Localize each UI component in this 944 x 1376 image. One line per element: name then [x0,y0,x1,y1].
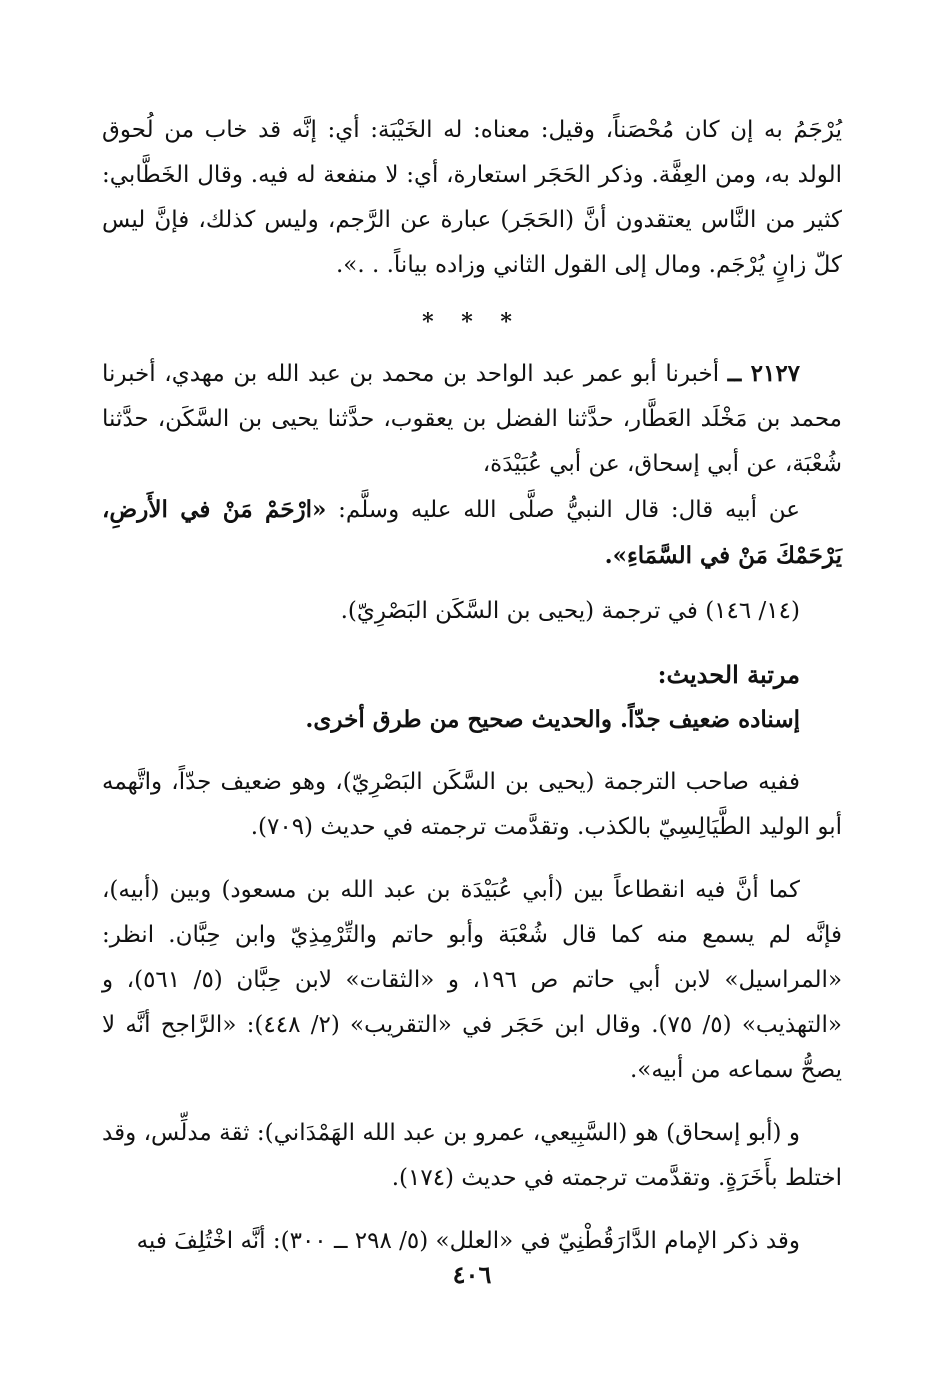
matn-intro: عن أبيه قال: قال النبيُّ صلَّى الله عليه وسلَّم: [338,497,800,523]
hadith-matn [102,487,842,579]
page-number: ٤٠٦ [452,1260,492,1289]
isnad-text: أخبرنا أبو عمر عبد الواحد بن محمد بن عبد الله بن مهدي، أخبرنا محمد بن مَخْلَد العَطَّار، حدَّثنا الفضل بن يعقوب، حدَّثنا يحيى بن السَّكَن، حدَّثنا شُعْبَة، عن أبي إسحاق، عن أبي عُبَيْدَة، [102,361,842,477]
hadith-grade: إسناده ضعيف جدّاً. والحديث صحيح من طرق أخرى. [305,706,800,733]
commentary-paragraph: يُرْجَمُ به إن كان مُحْصَناً، وقيل: معناه: له الخَيْبَة: أي: إنَّه قد خاب من لُحوق الولد به، ومن العِفَّة. وذكر الحَجَر استعارة، أي: لا منفعة له فيه. وقال الخَطَّابي: كثير من النَّاس يعتقدون أنَّ (الحَجَر) عبارة عن الرَّجم، وليس كذلك، فإنَّ ليس كلّ زانٍ يُرْجَم. ومال إلى القول الثاني وزاده بياناً. . .». [102,117,842,278]
section-separator: * * * [422,309,522,335]
hadith-number: ٢١٢٧ ــ [727,360,801,387]
page-body [102,108,842,1264]
matn-text: «ارْحَمْ مَنْ في الأَرضِ، يَرْحَمْكَ مَنْ في السَّمَاءِ». [102,496,842,569]
hadith-reference: (١٤/ ١٤٦) في ترجمة (يحيى بن السَّكَن البَصْرِيّ). [340,598,800,624]
explanation-paragraph: وقد ذكر الإمام الدَّارَقُطْنِيّ في «العلل» (٥/ ٢٩٨ ــ ٣٠٠): أنَّه اخْتُلِفَ فيه [136,1228,800,1254]
hadith-isnad [102,351,842,487]
explanation-paragraph: و (أبو إسحاق) هو (السَّبِيعي، عمرو بن عبد الله الهَمْدَاني): ثقة مدلِّس، وقد اختلط بأَخَرَةٍ. وتقدَّمت ترجمته في حديث (١٧٤). [102,1120,842,1191]
explanation-paragraph: كما أنَّ فيه انقطاعاً بين (أبي عُبَيْدَة بن عبد الله بن مسعود) وبين (أبيه)، فإنَّه لم يسمع منه كما قال شُعْبَة وأبو حاتم والتِّرْمِذِيّ وابن حِبَّان. انظر: «المراسيل» لابن أبي حاتم ص ١٩٦، و «الثقات» لابن حِبَّان (٥/ ٥٦١)، و «التهذيب» (٥/ ٧٥). وقال ابن حَجَر في «التقريب» (٢/ ٤٤٨): «الرَّاجح أنَّه لا يصحُّ سماعه من أبيه». [102,877,843,1083]
explanation-paragraph: ففيه صاحب الترجمة (يحيى بن السَّكَن البَصْرِيّ)، وهو ضعيف جدّاً، واتَّهمه أبو الوليد الطَّيَالِسِيّ بالكذب. وتقدَّمت ترجمته في حديث (٧٠٩). [102,769,842,840]
section-heading: مرتبة الحديث: [657,660,800,689]
